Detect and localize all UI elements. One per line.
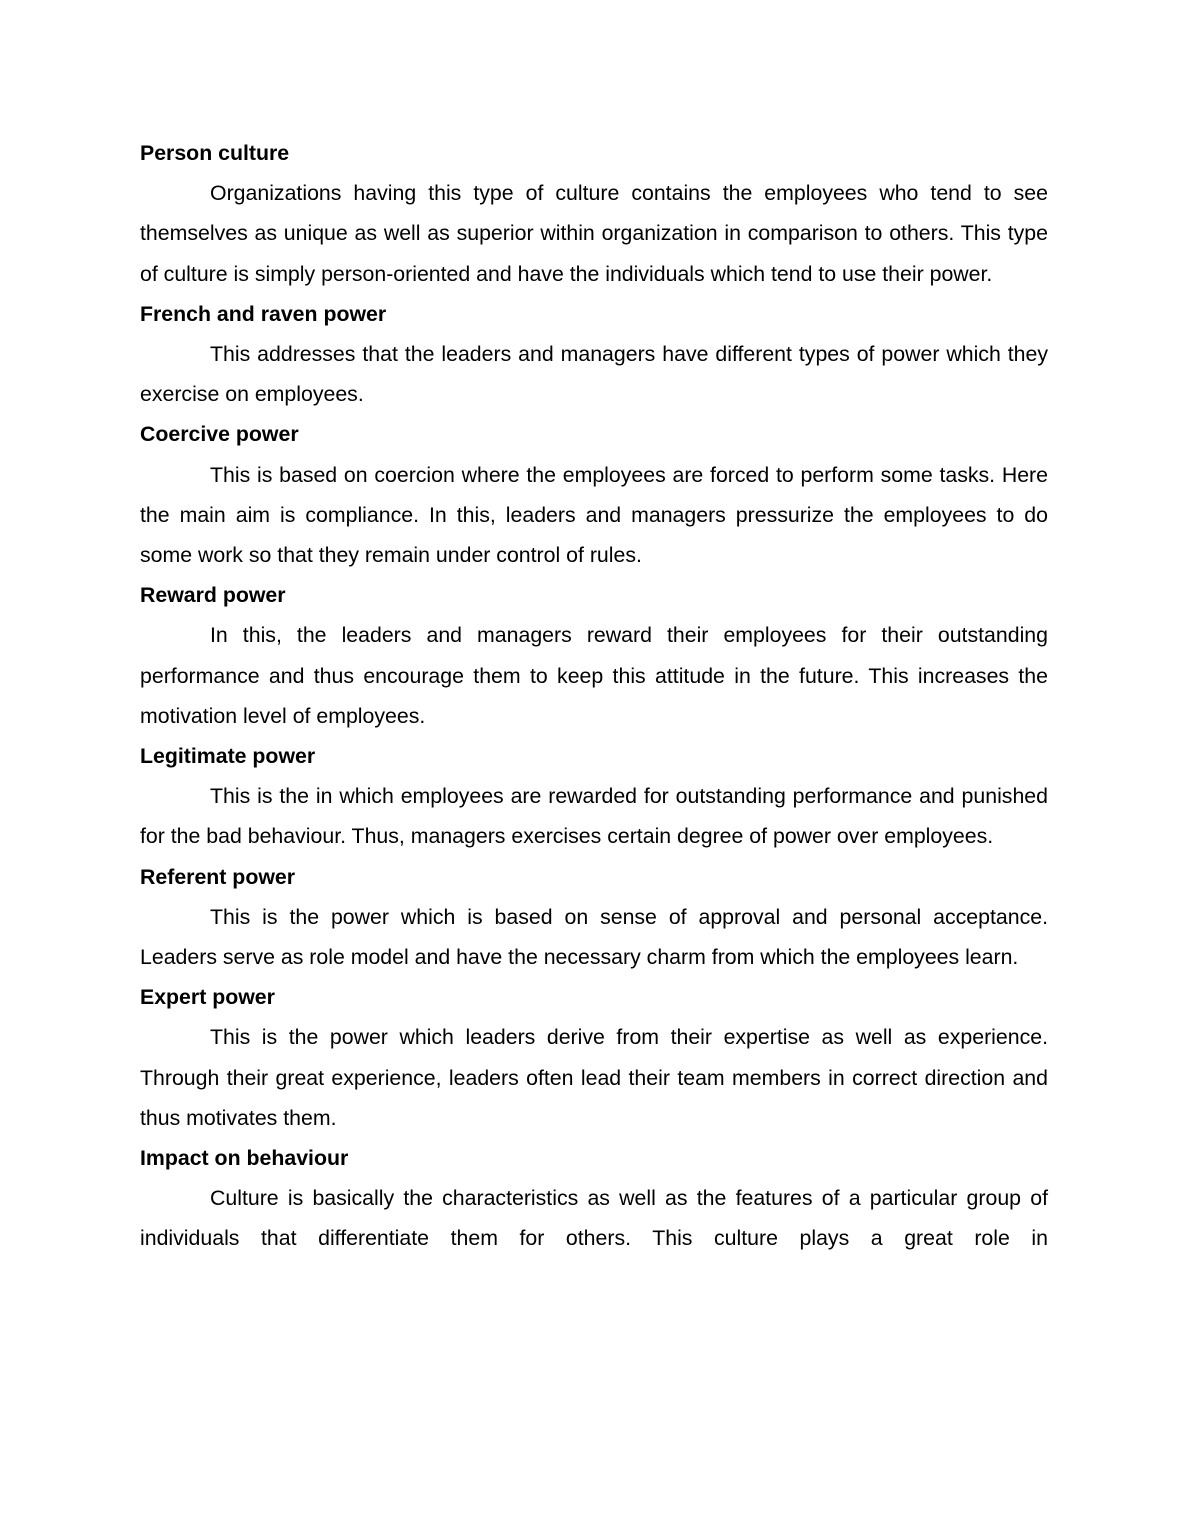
section-paragraph: Organizations having this type of culture contains the employees who tend to see themselves as unique as well as superior within organization in comparison to others. This type of culture is simply person-oriented and have the individuals which tend to use their power. (140, 181, 1048, 286)
section-heading: Referent power (140, 864, 296, 889)
section-paragraph: Culture is basically the characteristics as well as the features of a particular group of individuals that differentiate them for others. This culture plays a great role in (140, 1186, 1048, 1251)
section-reward-power (140, 575, 1048, 736)
section-coercive-power (140, 414, 1048, 575)
section-heading: Person culture (140, 141, 290, 165)
section-heading: Coercive power (140, 422, 299, 447)
section-paragraph: This addresses that the leaders and managers have different types of power which they exercise on employees. (140, 342, 1048, 407)
section-french-and-raven-power (140, 294, 1048, 415)
section-paragraph: In this, the leaders and managers reward their employees for their outstanding performance and thus encourage them to keep this attitude in the future. This increases the motivation level of employees. (140, 623, 1048, 728)
section-referent-power (140, 857, 1048, 978)
section-paragraph: This is the power which is based on sense of approval and personal acceptance. Leaders serve as role model and have the necessary charm from which the employees learn. (140, 904, 1048, 970)
section-person-culture (140, 133, 1048, 294)
section-paragraph: This is based on coercion where the employees are forced to perform some tasks. Here the main aim is compliance. In this, leaders and managers pressurize the employees to do some work so that they remain under control of rules. (140, 462, 1048, 568)
section-paragraph: This is the in which employees are rewarded for outstanding performance and punished for the bad behaviour. Thus, managers exercises certain degree of power over employees. (140, 784, 1048, 849)
section-heading: Reward power (140, 583, 286, 608)
section-heading: French and raven power (140, 301, 387, 326)
document-content (140, 133, 1048, 1259)
section-paragraph: This is the power which leaders derive from their expertise as well as experience. Through their great experience, leaders often lead their team members in correct direction and thus motivates them. (140, 1025, 1048, 1130)
section-legitimate-power (140, 736, 1048, 857)
section-heading: Impact on behaviour (140, 1146, 349, 1171)
section-heading: Expert power (140, 985, 275, 1010)
section-expert-power (140, 977, 1048, 1138)
section-heading: Legitimate power (140, 744, 316, 769)
section-impact-on-behaviour (140, 1138, 1048, 1259)
